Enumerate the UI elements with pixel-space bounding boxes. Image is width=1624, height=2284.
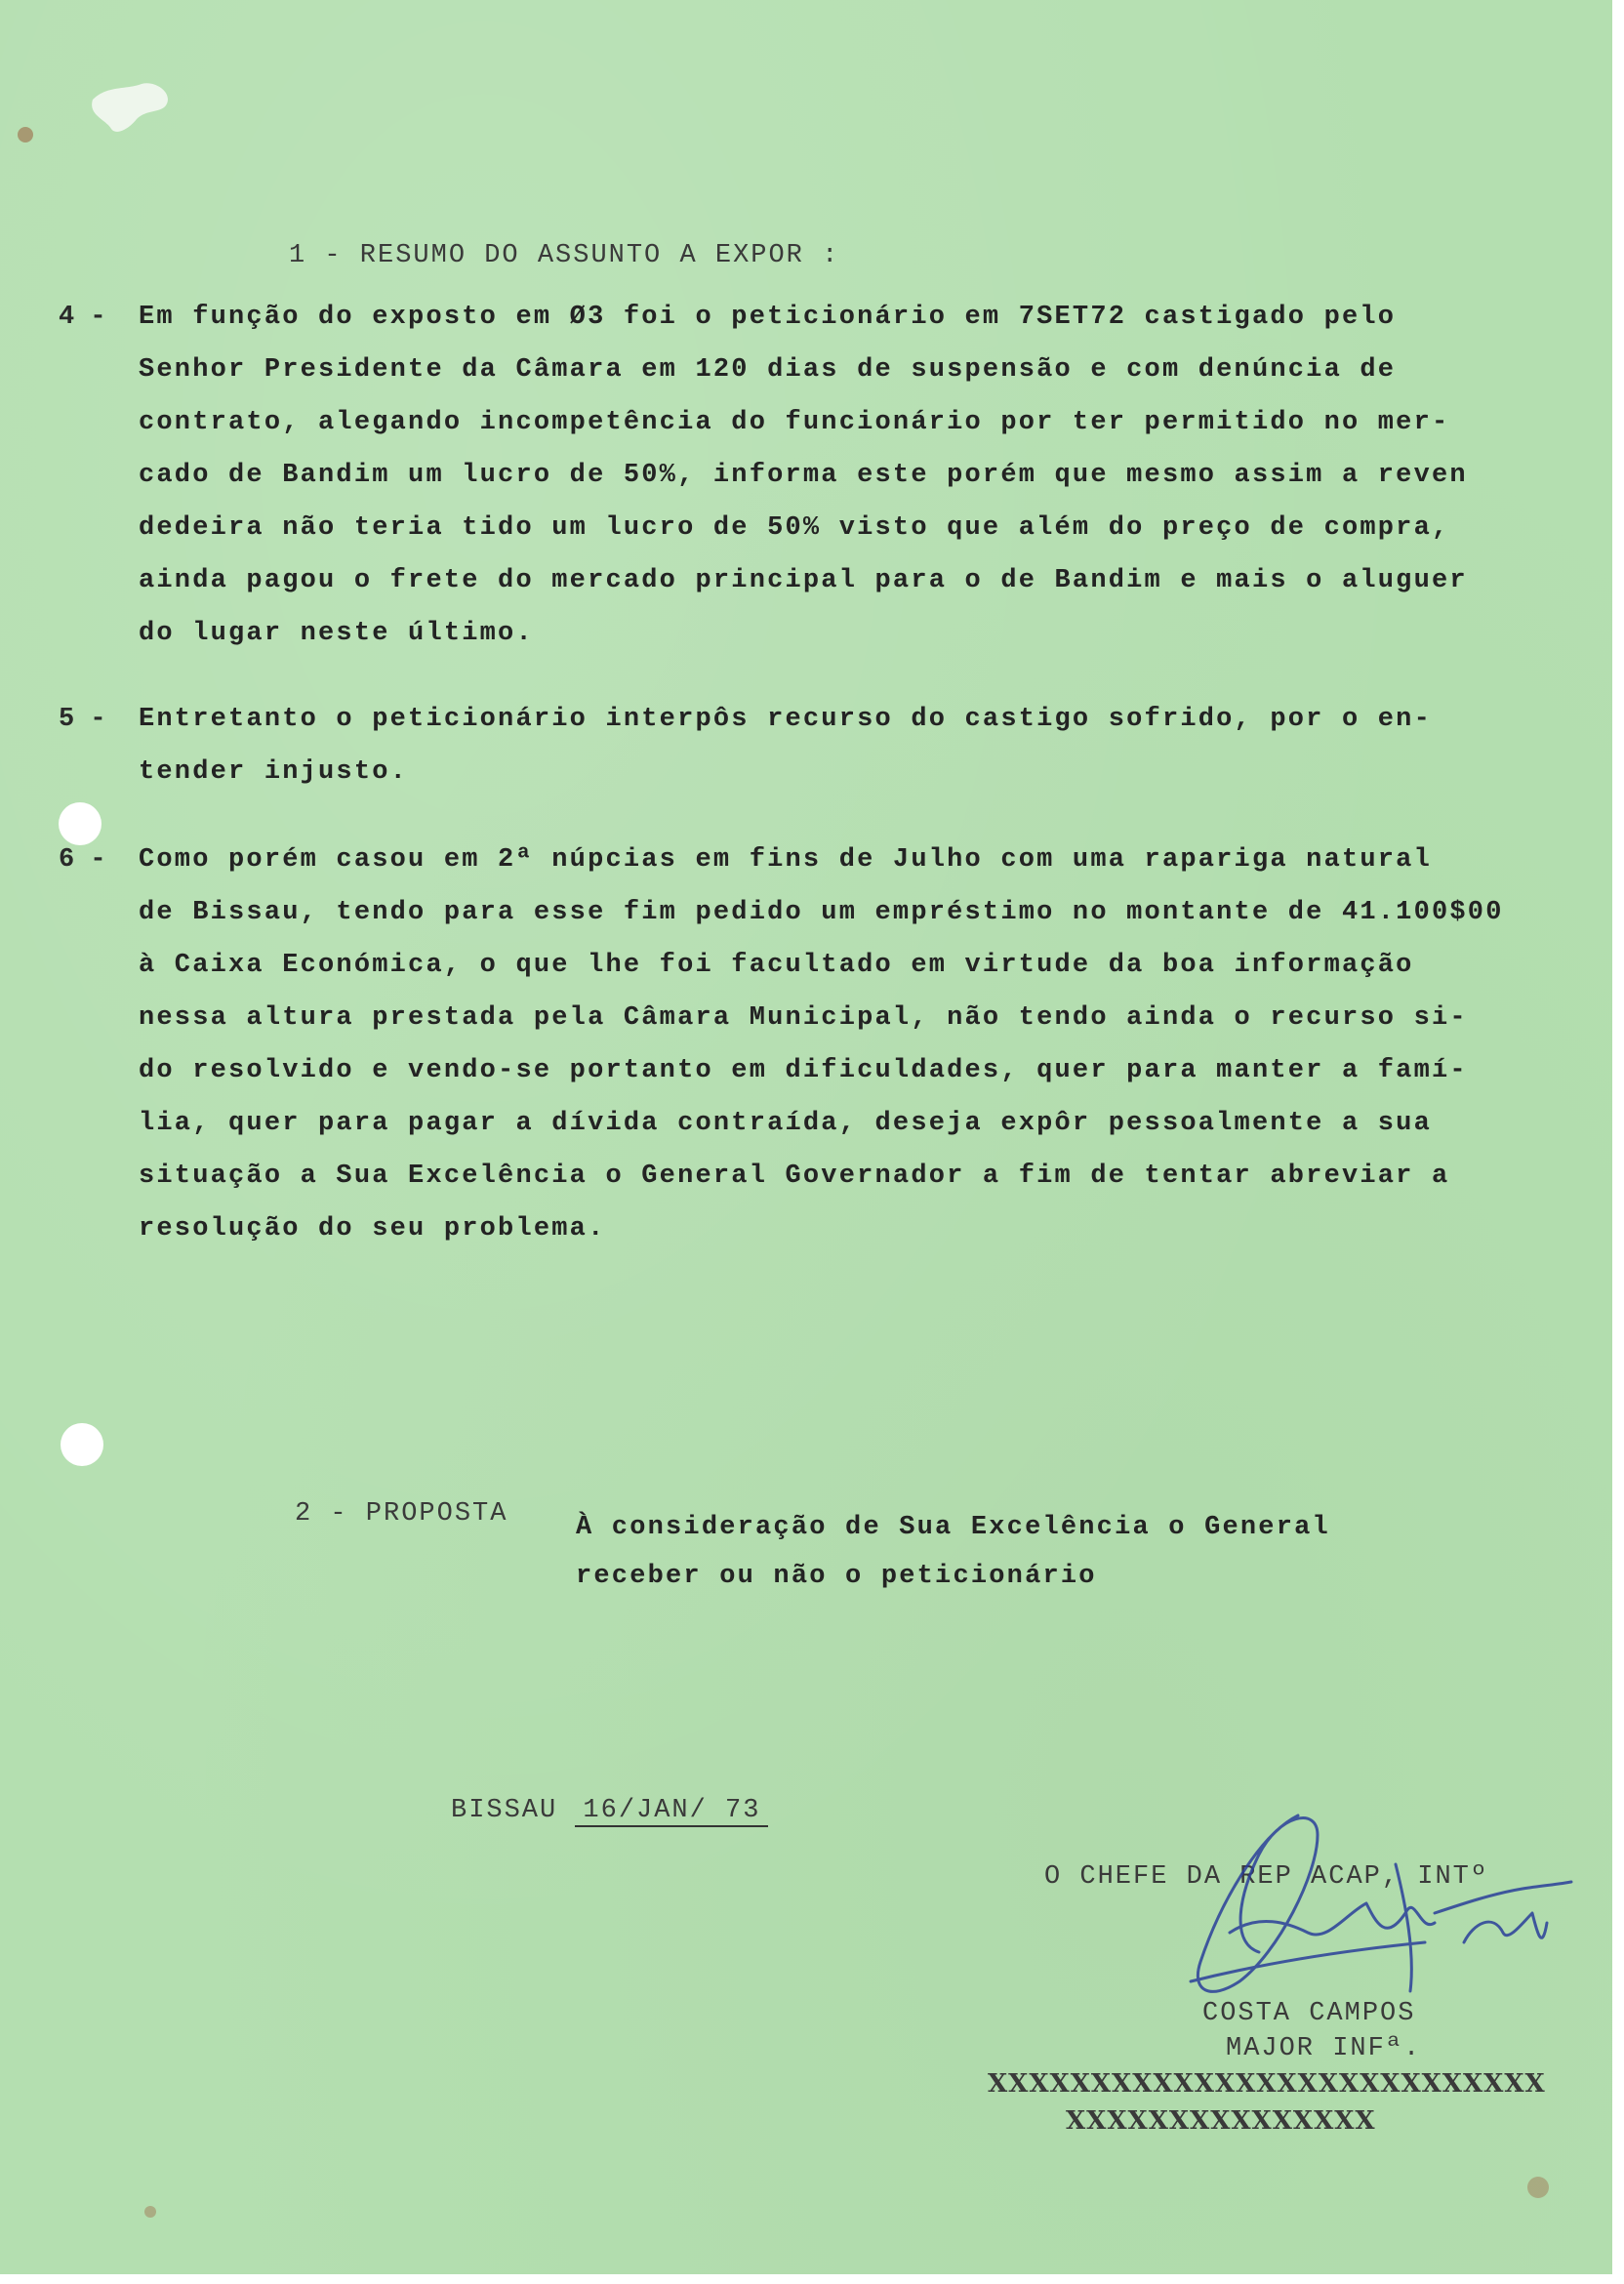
item4-line-5: dedeira não teria tido um lucro de 50% visto que além do preço de compra, xyxy=(139,513,1450,543)
item6-line-2: de Bissau, tendo para esse fim pedido um empréstimo no montante de 41.100$00 xyxy=(139,898,1504,927)
item5-line-2: tender injusto. xyxy=(139,757,409,787)
rust-spot xyxy=(18,127,33,143)
signatory-title: O CHEFE DA REP ACAP, INTº xyxy=(1044,1862,1489,1892)
rust-spot xyxy=(1527,2177,1549,2198)
dateline xyxy=(451,1798,768,1824)
item4-line-6: ainda pagou o frete do mercado principal para o de Bandim e mais o aluguer xyxy=(139,566,1468,595)
item6-line-7: situação a Sua Excelência o General Governador a fim de tentar abreviar a xyxy=(139,1162,1450,1191)
item4-line-1: Em função do exposto em Ø3 foi o peticionário em 7SET72 castigado pelo xyxy=(139,303,1397,332)
item6-number: 6 - xyxy=(59,845,106,875)
item6-line-8: resolução do seu problema. xyxy=(139,1214,606,1244)
item6-line-4: nessa altura prestada pela Câmara Municipal, não tendo ainda o recurso si- xyxy=(139,1003,1468,1033)
item4-number: 4 - xyxy=(59,303,106,332)
proposal-line-2: receber ou não o peticionário xyxy=(576,1562,1097,1591)
paper-tear-mark xyxy=(88,80,176,139)
handwritten-signature xyxy=(1171,1796,1581,2040)
signatory-rank: MAJOR INFª. xyxy=(1226,2034,1422,2063)
item6-line-5: do resolvido e vendo-se portanto em dificuldades, quer para manter a famí- xyxy=(139,1056,1468,1085)
proposal-line-1: À consideração de Sua Excelência o General xyxy=(576,1513,1330,1542)
item4-line-3: contrato, alegando incompetência do funcionário por ter permitido no mer- xyxy=(139,408,1450,437)
item5-line-1: Entretanto o peticionário interpôs recurso do castigo sofrido, por o en- xyxy=(139,705,1432,734)
struck-out-line-2: XXXXXXXXXXXXXXX xyxy=(1066,2106,1376,2136)
item4-line-7: do lugar neste último. xyxy=(139,619,534,648)
dateline-date: 16/JAN/ 73 xyxy=(575,1796,768,1827)
section2-heading: 2 - PROPOSTA xyxy=(295,1499,508,1529)
item4-line-2: Senhor Presidente da Câmara em 120 dias de suspensão e com denúncia de xyxy=(139,355,1397,385)
struck-out-line-1: XXXXXXXXXXXXXXXXXXXXXXXXXXX xyxy=(988,2069,1546,2099)
punch-hole xyxy=(59,802,102,845)
punch-hole xyxy=(61,1423,103,1466)
dateline-place: BISSAU xyxy=(451,1796,558,1825)
rust-spot xyxy=(144,2206,156,2218)
item6-line-3: à Caixa Económica, o que lhe foi facultado em virtude da boa informação xyxy=(139,951,1414,980)
signatory-name: COSTA CAMPOS xyxy=(1202,1999,1416,2028)
item5-number: 5 - xyxy=(59,705,106,734)
item6-line-6: lia, quer para pagar a dívida contraída, deseja expôr pessoalmente a sua xyxy=(139,1109,1432,1138)
section1-heading: 1 - RESUMO DO ASSUNTO A EXPOR : xyxy=(289,241,840,270)
item6-line-1: Como porém casou em 2ª núpcias em fins de Julho com uma rapariga natural xyxy=(139,845,1432,875)
item4-line-4: cado de Bandim um lucro de 50%, informa este porém que mesmo assim a reven xyxy=(139,461,1468,490)
